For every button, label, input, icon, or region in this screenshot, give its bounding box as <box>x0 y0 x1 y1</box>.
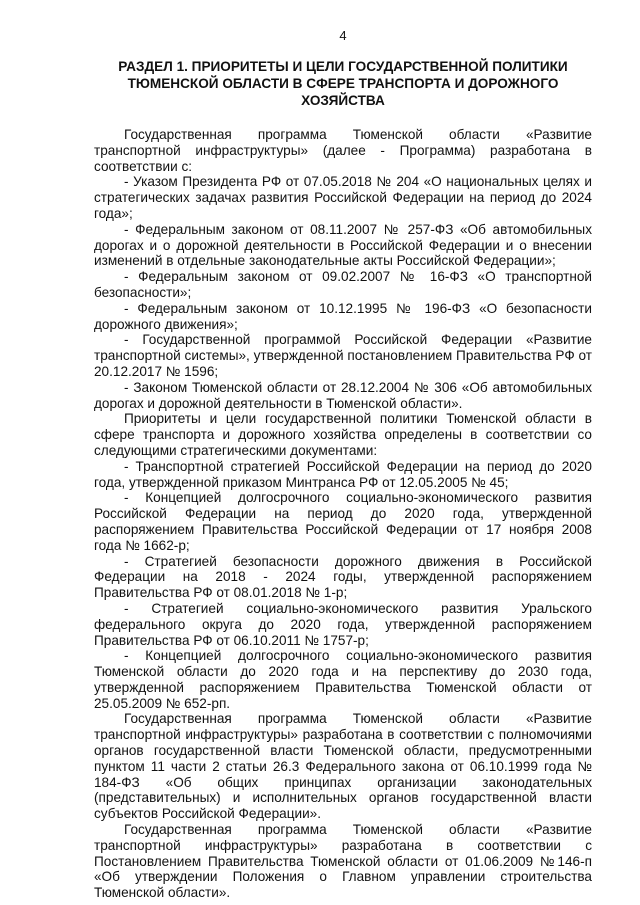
list-item-ural-strategy: - Стратегией социально-экономического развития Уральского федерального округа до 2020 года, утвержденной распоряжением Правительства РФ от 06.10.2011 № 1757-р; <box>94 600 592 648</box>
list-item-state-program: - Государственной программой Российской Федерации «Развитие транспортной системы», утвержденной постановлением Правительства РФ от 20.12.2017 № 1596; <box>94 332 592 379</box>
paragraph-intro: Государственная программа Тюменской области «Развитие транспортной инфраструктуры» (далее - Программа) разработана в соответствии с: <box>94 127 592 174</box>
section-title: РАЗДЕЛ 1. ПРИОРИТЕТЫ И ЦЕЛИ ГОСУДАРСТВЕННОЙ ПОЛИТИКИ ТЮМЕНСКОЙ ОБЛАСТИ В СФЕРЕ ТРАНСПОРТА И ДОРОЖНОГО ХОЗЯЙСТВА <box>118 59 568 108</box>
document-body <box>94 127 592 901</box>
paragraph-resolution: Государственная программа Тюменской области «Развитие транспортной инфраструктуры» разработана в соответствии с Постановлением Правительства Тюменской области от 01.06.2009 №146-п «Об утверждении Положения о Главном управлении строительства Тюменской области». <box>94 822 592 901</box>
list-item-road-safety-strategy: - Стратегией безопасности дорожного движения в Российской Федерации на 2018 - 2024 годы, утвержденной распоряжением Правительства РФ от 08.01.2018 № 1-р; <box>94 553 592 601</box>
list-item-transport-strategy: - Транспортной стратегией Российской Федерации на период до 2020 года, утвержденной приказом Минтранса РФ от 12.05.2005 № 45; <box>94 458 592 490</box>
list-item-law-257: - Федеральным законом от 08.11.2007 № 257-ФЗ «Об автомобильных дорогах и о дорожной деятельности в Российской Федерации и о внесении изменений в отдельные законодательные акты Российской Федерации»; <box>94 221 592 269</box>
list-item-decree-204: - Указом Президента РФ от 07.05.2018 № 204 «О национальных целях и стратегических задачах развития Российской Федерации на период до 2024 года»; <box>94 174 592 221</box>
list-item-concept-tyumen: - Концепцией долгосрочного социально-экономического развития Тюменской области до 2020 года и на перспективу до 2030 года, утвержденной распоряжением Правительства Тюменской области от 25.05.2009 № 652-рп. <box>94 648 592 711</box>
list-item-regional-law-306: - Законом Тюменской области от 28.12.2004 № 306 «Об автомобильных дорогах и дорожной деятельности в Тюменской области». <box>94 379 592 411</box>
paragraph-priorities: Приоритеты и цели государственной политики Тюменской области в сфере транспорта и дорожного хозяйства определены в соответствии со следующими стратегическими документами: <box>94 411 592 458</box>
list-item-concept-rf: - Концепцией долгосрочного социально-экономического развития Российской Федерации на период до 2020 года, утвержденной распоряжением Правительства Российской Федерации от 17 ноября 2008 года № 1662-р; <box>94 490 592 553</box>
list-item-law-16: - Федеральным законом от 09.02.2007 № 16-ФЗ «О транспортной безопасности»; <box>94 269 592 300</box>
paragraph-authority: Государственная программа Тюменской области «Развитие транспортной инфраструктуры» разработана в соответствии с полномочиями органов государственной власти Тюменской области, предусмотренными пунктом 11 части 2 статьи 26.3 Федерального закона от 06.10.1999 года № 184-ФЗ «Об общих принципах организации законодательных (представительных) и исполнительных органов государственной власти субъектов Российской Федерации». <box>94 711 592 822</box>
page-number: 4 <box>339 28 347 43</box>
list-item-law-196: - Федеральным законом от 10.12.1995 № 196-ФЗ «О безопасности дорожного движения»; <box>94 300 592 332</box>
